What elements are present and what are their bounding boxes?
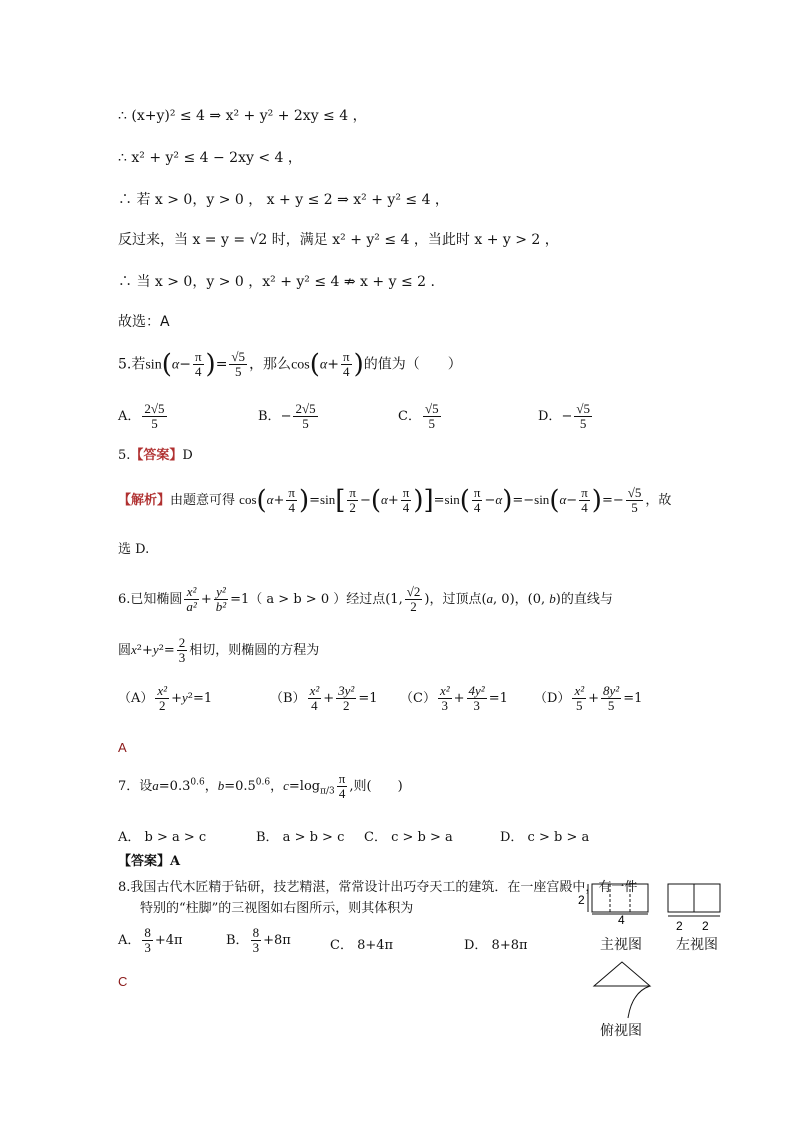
q5-explanation: 【解析】由题意可得 cos(α+ $\frac{\pi}{4}$ )=sin[ $\frac{\pi}{2}$ −(α+ $\frac{\pi}{4}$ )]=sin( $\frac{\pi}{4}$ −α)=−sin(α− $\frac{\pi}{4}$ )=− $\frac{√5}{5}$ ，故 xyxy=(118,485,672,516)
conclusion-line: 故选：A xyxy=(118,314,170,330)
q7-answer: 【答案】A xyxy=(118,854,181,869)
side-view-label: 左视图 xyxy=(676,937,718,953)
q6-option-c: （C） $\frac{\text{x²}}{3}$ + $\frac{\text{4y²}}{3}$ =1 xyxy=(400,683,508,713)
derivation-line-4: 反过来，当 x = y = √2 时，满足 x² + y² ≤ 4 ，当此时 x + y > 2 ， xyxy=(118,232,559,248)
question-8-line2: 特别的“柱脚”的三视图如右图所示，则其体积为 xyxy=(140,901,414,916)
question-6-line2: 圆x²+y²= $\frac{2}{3}$ 相切，则椭圆的方程为 xyxy=(118,635,320,665)
q5-option-c: C． $\frac{√5}{5}$ xyxy=(398,401,439,431)
q5-frac-sqrt5-5: $\frac{√5}{5}$ xyxy=(231,349,246,379)
derivation-line-3: ∴ 若 x > 0，y > 0 ， x + y ≤ 2 ⇒ x² + y² ≤ 4 ， xyxy=(118,192,449,208)
question-8-line1: 8.我国古代木匠精于钻研，技艺精湛，常常设计出巧夺天工的建筑．在一座宫殿中，有一件 xyxy=(118,880,638,895)
question-7: 7．设$a=0.3^{0.6}$，$b=0.5^{0.6}$，$c=\log_{\pi/3}$ $\frac{\pi}{4}$ ,则( ) xyxy=(118,771,403,801)
q7-option-d: D． c > b > a xyxy=(500,830,590,845)
q5-suffix: ，那么 xyxy=(249,356,292,373)
q6-option-d: （D） $\frac{\text{x²}}{5}$ + $\frac{\text{8y²}}{5}$ =1 xyxy=(534,683,643,713)
front-view-label: 主视图 xyxy=(600,937,642,953)
q5-prefix: 5.若 xyxy=(118,356,146,373)
q6-option-a: （A） $\frac{\text{x²}}{2}$ +y²=1 xyxy=(118,683,213,713)
q8-answer: C xyxy=(118,974,128,989)
front-dim-4: 4 xyxy=(618,913,625,927)
q8-option-d: D． 8+8π xyxy=(464,938,528,953)
q8-option-b: B． $\frac{8}{3}$ +8π xyxy=(226,925,291,955)
front-view xyxy=(588,884,648,914)
q5-option-d: D．− $\frac{√5}{5}$ xyxy=(538,401,590,431)
top-view-label: 俯视图 xyxy=(600,1023,642,1039)
q5-tail: 的值为（ ） xyxy=(363,356,462,373)
side-view xyxy=(668,884,720,916)
side-dim-2a: 2 xyxy=(676,919,683,933)
question-5: 5.若sin(α− $\frac{\pi}{4}$ )= $\frac{√5}{5}$ ，那么cos(α+ $\frac{\pi}{4}$ )的值为（ ） xyxy=(118,349,462,380)
q5-answer: 5.【答案】D xyxy=(118,448,193,463)
q5-frac-pi-4: $\frac{\pi}{4}$ xyxy=(194,349,202,379)
q5-option-b: B．− $\frac{2√5}{5}$ xyxy=(258,401,316,431)
q5-explanation-line2: 选 D. xyxy=(118,542,150,557)
q8-option-c: C． 8+4π xyxy=(330,938,394,953)
top-view xyxy=(594,962,650,1018)
side-dim-2b: 2 xyxy=(702,919,709,933)
derivation-line-2: ∴ x² + y² ≤ 4 − 2xy < 4 ， xyxy=(118,150,302,166)
q5-option-a: A． $\frac{2√5}{5}$ xyxy=(118,401,165,431)
question-6: 6.已知椭圆 $\frac{\text{x²}}{\text{a²}}$ + $\frac{\text{y²}}{\text{b²}}$ =1（ a > b > 0 ）经过点(1, $\frac{√2}{2}$ )，过顶点(a, 0)，(0, b)的直线与 xyxy=(118,584,613,614)
three-view-figure xyxy=(570,878,730,1038)
q6-option-b: （B） $\frac{\text{x²}}{4}$ + $\frac{\text{3y²}}{2}$ =1 xyxy=(270,683,378,713)
derivation-line-1: ∴ (x+y)² ≤ 4 ⇒ x² + y² + 2xy ≤ 4 ， xyxy=(118,108,367,124)
q7-option-a: A． b > a > c xyxy=(118,830,207,845)
q6-answer: A xyxy=(118,740,127,755)
q7-option-b: B． a > b > c xyxy=(256,830,345,845)
q7-option-c: C． c > b > a xyxy=(364,830,453,845)
q8-option-a: A． $\frac{8}{3}$ +4π xyxy=(118,925,183,955)
front-dim-2: 2 xyxy=(578,893,585,907)
derivation-line-5: ∴ 当 x > 0，y > 0 ，x² + y² ≤ 4 ⇏ x + y ≤ 2 . xyxy=(118,274,435,290)
